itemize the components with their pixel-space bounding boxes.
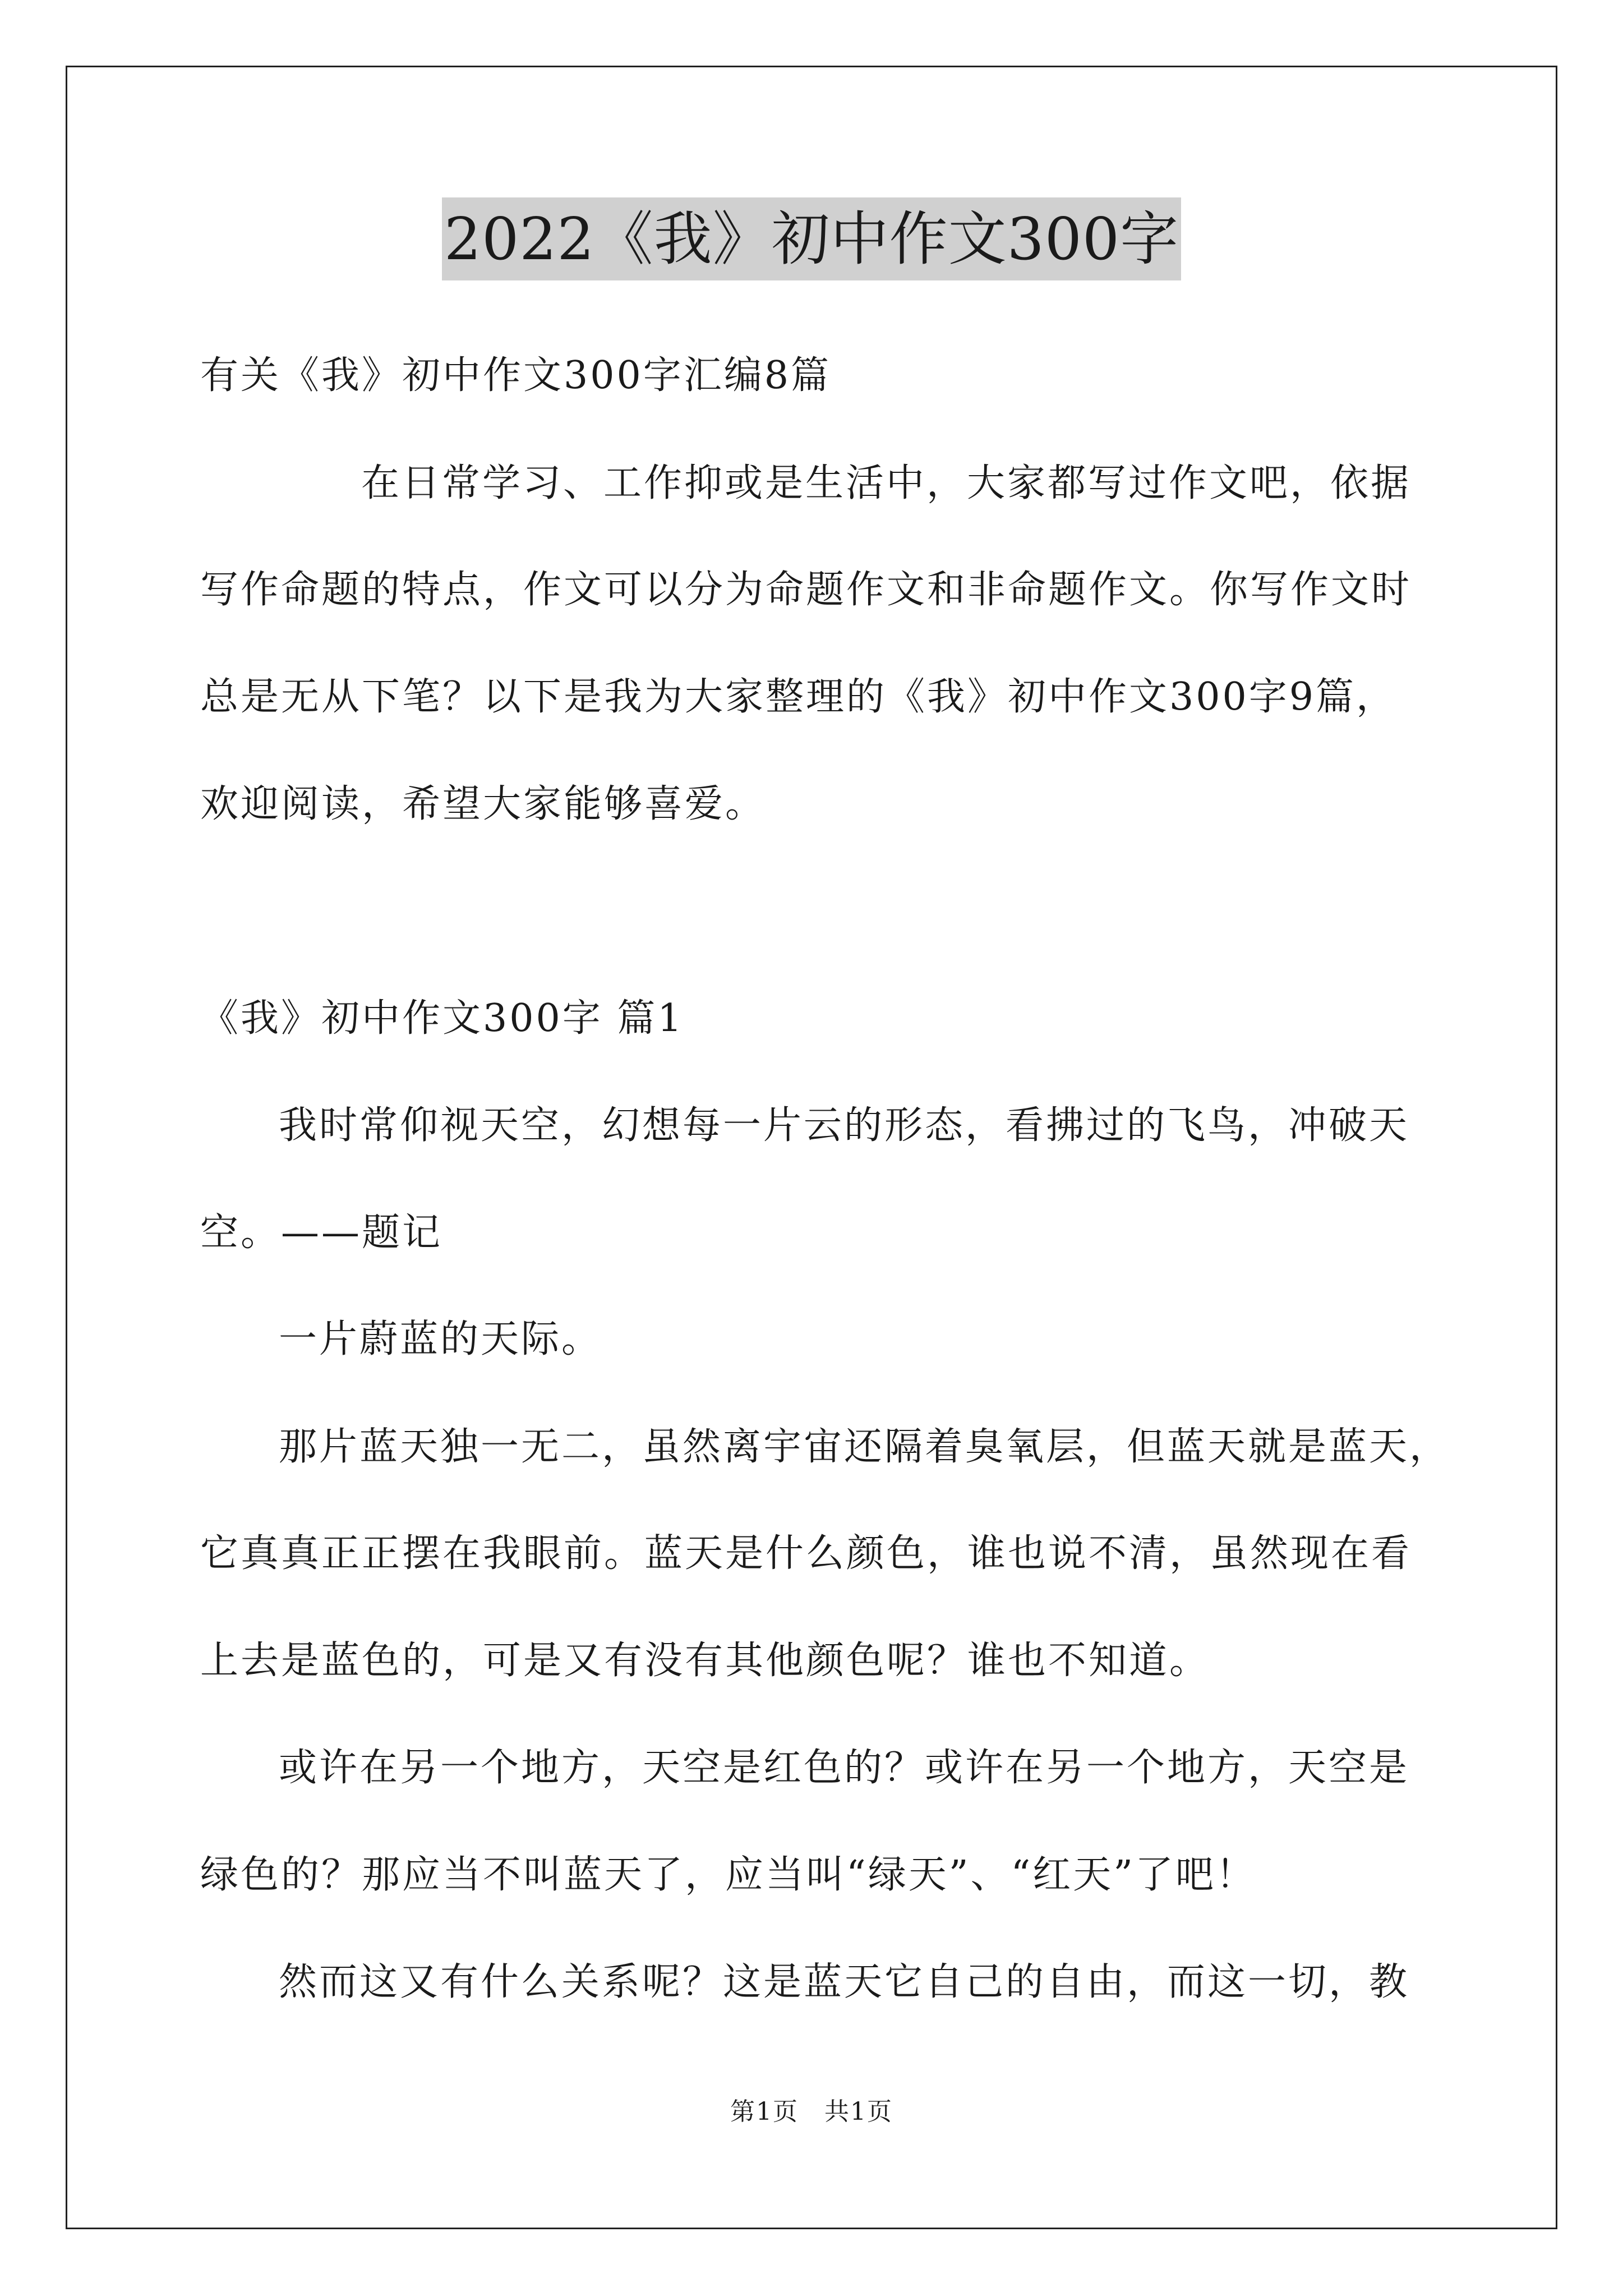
body-line: 绿色的？那应当不叫蓝天了，应当叫“绿天”、“红天”了吧！ — [200, 1853, 1257, 1897]
intro-line: 在日常学习、工作抑或是生活中，大家都写过作文吧，依据 — [280, 461, 1412, 505]
body-line: 或许在另一个地方，天空是红色的？或许在另一个地方，天空是 — [279, 1746, 1410, 1790]
intro-line: 欢迎阅读，希望大家能够喜爱。 — [200, 782, 766, 826]
page-footer: 第1页 共1页 — [730, 2097, 893, 2126]
body-line: 它真真正正摆在我眼前。蓝天是什么颜色，谁也说不清，虽然现在看 — [200, 1531, 1412, 1576]
document-subtitle: 有关《我》初中作文300字汇编8篇 — [200, 353, 832, 398]
body-line: 然而这又有什么关系呢？这是蓝天它自己的自由，而这一切，教 — [279, 1960, 1410, 2004]
intro-line: 总是无从下笔？以下是我为大家整理的《我》初中作文300字9篇， — [200, 675, 1397, 719]
body-line: 空。——题记 — [200, 1211, 443, 1255]
document-title: 2022《我》初中作文300字 — [442, 197, 1181, 280]
body-line: 上去是蓝色的，可是又有没有其他颜色呢？谁也不知道。 — [200, 1639, 1210, 1683]
body-line: 我时常仰视天空，幻想每一片云的形态，看拂过的飞鸟，冲破天 — [279, 1103, 1410, 1148]
section-heading: 《我》初中作文300字 篇1 — [200, 996, 684, 1041]
intro-line: 写作命题的特点，作文可以分为命题作文和非命题作文。你写作文时 — [200, 568, 1412, 612]
body-line: 一片蔚蓝的天际。 — [279, 1317, 602, 1361]
body-line: 那片蓝天独一无二，虽然离宇宙还隔着臭氧层，但蓝天就是蓝天， — [279, 1425, 1450, 1469]
title-container — [0, 197, 1623, 280]
